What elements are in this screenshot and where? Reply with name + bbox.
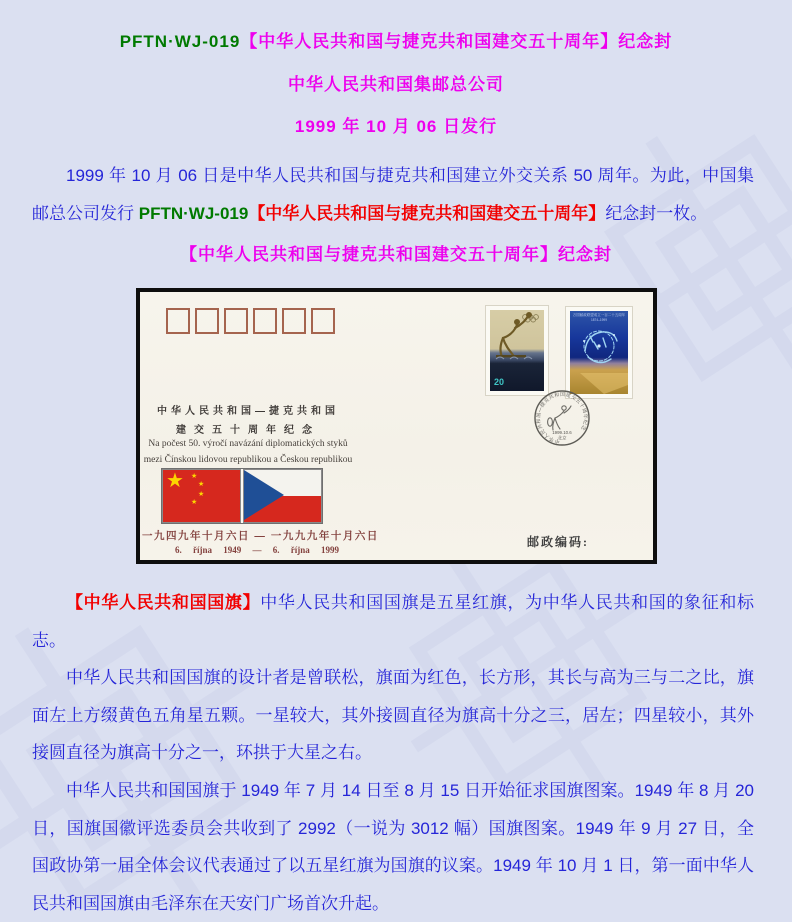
intro-issue-code: PFTN·WJ-019 (138, 203, 249, 223)
anniversary-dates-cz: 6. října 1949 — 6. října 1999 (175, 545, 339, 555)
big-star-icon: ★ (166, 470, 184, 492)
flag-paragraph-3: 中华人民共和国国旗于 1949 年 7 月 14 日至 8 月 15 日开始征求国旗图案。1949 年 8 月 20 日，国旗国徽评选委员会共收到了 2992（一说为 3012 幅）国旗图案。1949 年 9 月 27 日，全国政协第一届全体会议代表通过了以五星红旗为国旗的议案。1949 年 10 月 1 日，第一面中华人民共和国国旗由毛泽东在天安门广场首次升起。 (32, 780, 754, 913)
stamp-caption-text: 万国邮政联盟成立一百二十五周年 (572, 313, 626, 317)
czech-flag (243, 469, 322, 523)
anniversary-dates-cn: 一九四九年十月六日 — 一九九九年十月六日 (142, 530, 379, 542)
intro-highlight: 【中华人民共和国与捷克共和国建交五十周年】 (248, 203, 606, 223)
postcode-label: 邮政编码: (527, 535, 589, 549)
flag-paragraph-1-text: 中华人民共和国国旗是五星红旗，为中华人民共和国的象征和标志。 (32, 593, 755, 650)
flag-article-label: 【中华人民共和国国旗】 (66, 593, 261, 612)
discus-stamp-art (490, 310, 544, 391)
page-title (0, 27, 792, 52)
china-flag (162, 469, 241, 523)
envelope-title-cz-1: Na počest 50. výročí navázání diplomatických styků (148, 439, 348, 449)
postmark-date: 1999.10.6 (552, 430, 572, 435)
intro-text-1: 1999 年 10 月 06 日是中华人民共和国与捷克共和国建立外交关系 50 周年。为此，中国集邮总公司发行 (32, 166, 754, 223)
commemorative-cover-image (136, 288, 657, 564)
upu-anniversary-stamp (566, 307, 632, 398)
postcode-box (224, 308, 248, 334)
intro-text-2: 纪念封一枚。 (605, 203, 708, 223)
section-heading: 【中华人民共和国与捷克共和国建交五十周年】纪念封 (180, 245, 612, 264)
postcode-boxes (166, 308, 335, 334)
small-star-icon: ★ (198, 491, 205, 498)
flag-paragraph-1 (32, 584, 754, 659)
czech-flag-blue-triangle (244, 470, 284, 520)
small-star-icon: ★ (191, 499, 198, 506)
discus-thrower-stamp (486, 306, 548, 395)
intro-paragraph (32, 157, 754, 232)
first-day-postmark (533, 389, 591, 447)
postmark-ring-text: 中华人民共和国—捷克共和国建交五十周年纪念 (535, 391, 589, 444)
postmark-place: 北京 (557, 435, 567, 441)
envelope-title-cn-1: 中华人民共和国—捷克共和国 (157, 406, 339, 417)
flags-panel (161, 468, 323, 524)
postcode-box (195, 308, 219, 334)
postcode-box (166, 308, 190, 334)
flag-paragraph-2: 中华人民共和国国旗的设计者是曾联松，旗面为红色，长方形，其长与高为三与二之比，旗面左上方缀黄色五角星五颗。一星较大，其外接圆直径为旗高十分之三，居左；四星较小，其外接圆直径为旗高十分之一，环拱于大星之右。 (32, 668, 754, 763)
small-star-icon: ★ (191, 473, 198, 480)
publisher-title: 中华人民共和国集邮总公司 (288, 75, 504, 94)
postcode-box (282, 308, 306, 334)
postcode-box (311, 308, 335, 334)
issue-date-title: 1999 年 10 月 06 日发行 (294, 117, 498, 136)
upu-stamp-art (570, 311, 628, 394)
issue-code: PFTN·WJ-019 (119, 32, 241, 51)
stamp-value: 20 (494, 377, 505, 387)
envelope (140, 292, 653, 560)
small-star-icon: ★ (198, 481, 205, 488)
envelope-title-cn-2: 建交五十周年纪念 (176, 425, 320, 436)
flag-article (32, 584, 754, 922)
stamp-years: 1874–1999 (591, 317, 607, 322)
envelope-title-cz-2: mezi Čínskou lidovou republikou a Českou republikou (143, 455, 353, 465)
upu-emblem-illustration (570, 311, 628, 394)
page-title-text: 【中华人民共和国与捷克共和国建交五十周年】纪念封 (240, 32, 673, 51)
postcode-box (253, 308, 277, 334)
